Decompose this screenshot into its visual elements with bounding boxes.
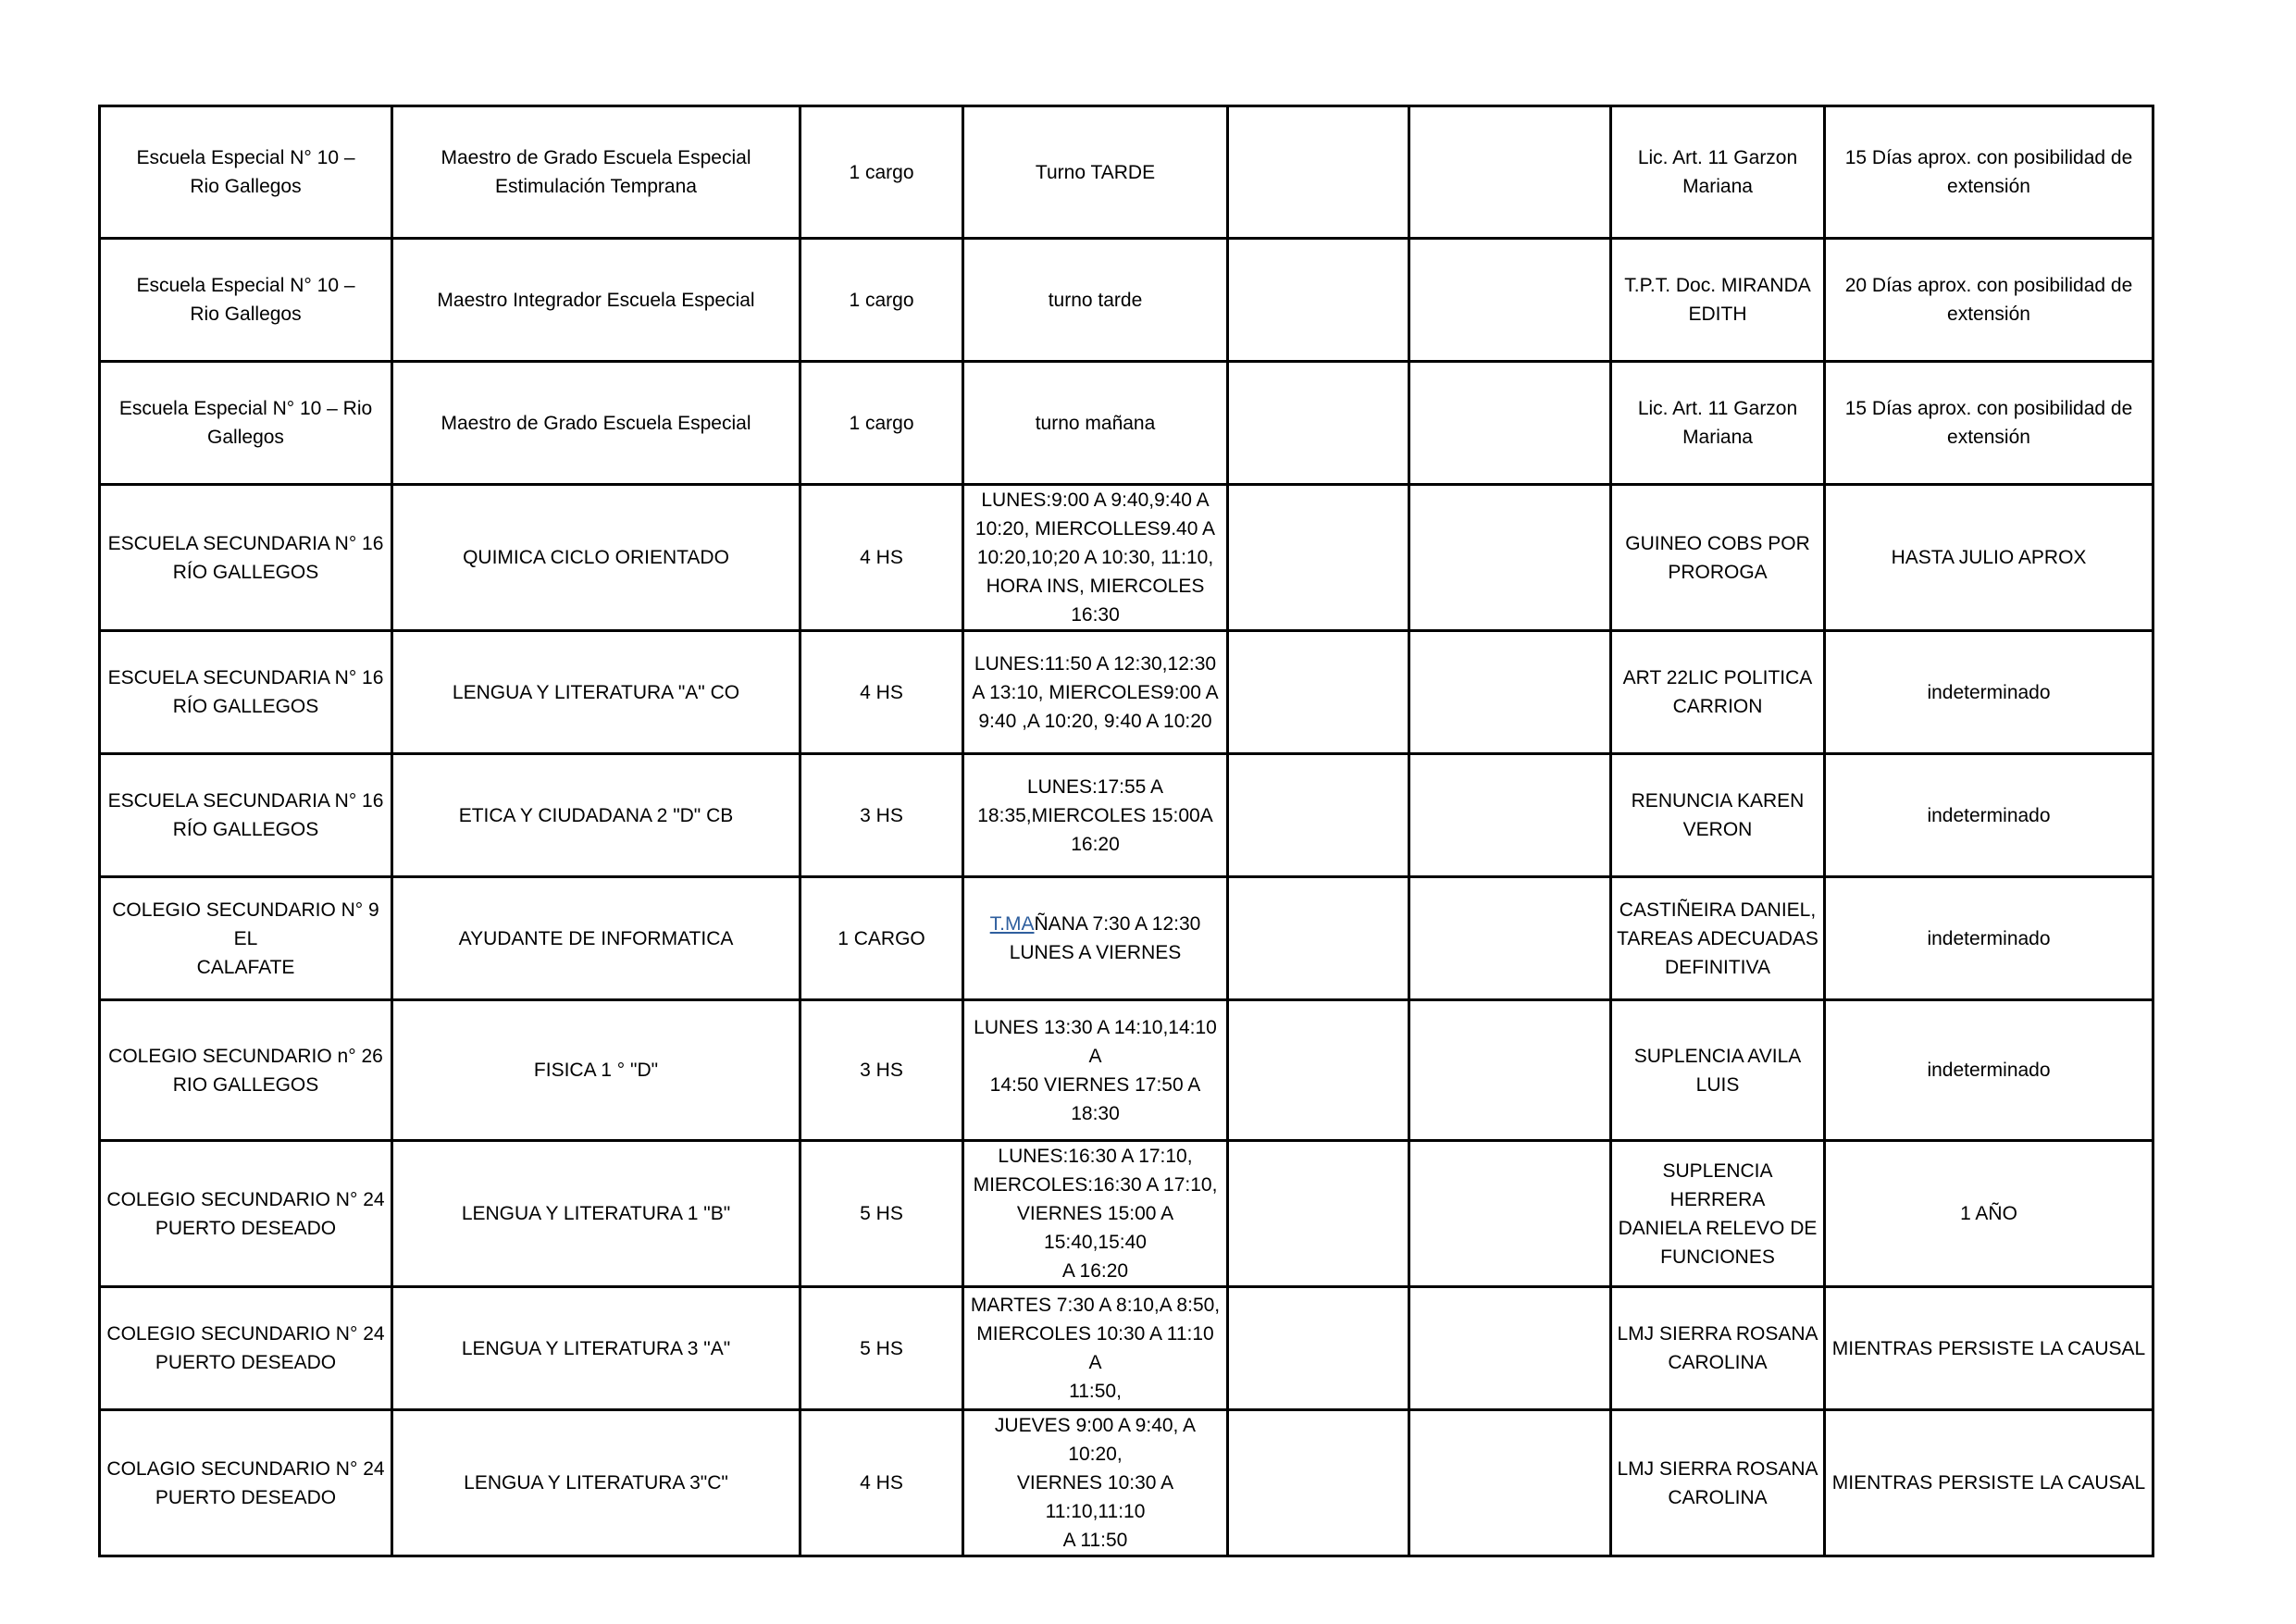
empty-cell-6 bbox=[1409, 362, 1611, 485]
reason-cell bbox=[1611, 1141, 1825, 1287]
empty-cell-6 bbox=[1409, 1000, 1611, 1141]
reason-cell bbox=[1611, 877, 1825, 1000]
schedule-text: LUNES:11:50 A 12:30,12:30 A 13:10, MIERCOLES9:00 A 9:40 ,A 10:20, 9:40 A 10:20 bbox=[972, 652, 1219, 732]
duration-text: 20 Días aprox. con posibilidad de extensión bbox=[1844, 275, 2133, 325]
duration-text: MIENTRAS PERSISTE LA CAUSAL bbox=[1831, 1472, 2146, 1494]
schedule-rest: ÑANA 7:30 A 12:30 LUNES A VIERNES bbox=[1009, 913, 1201, 963]
schedule-cell bbox=[963, 631, 1228, 754]
schedule-link[interactable]: T.MA bbox=[989, 913, 1035, 935]
schedule-text: LUNES:9:00 A 9:40,9:40 A 10:20, MIERCOLLES9.40 A 10:20,10;20 A 10:30, 11:10, HORA INS, MIERCOLES 16:30 bbox=[974, 490, 1216, 626]
amount-cell bbox=[800, 239, 963, 362]
reason-cell bbox=[1611, 754, 1825, 877]
school-cell bbox=[100, 1287, 392, 1410]
amount-text: 1 cargo bbox=[849, 289, 914, 311]
reason-cell bbox=[1611, 106, 1825, 239]
vacancy-table bbox=[98, 105, 2154, 1557]
amount-text: 1 CARGO bbox=[838, 927, 925, 949]
position-text: LENGUA Y LITERATURA 1 "B" bbox=[461, 1203, 731, 1224]
amount-text: 5 HS bbox=[860, 1337, 903, 1359]
table-row bbox=[100, 754, 2153, 877]
school-text: ESCUELA SECUNDARIA N° 16 RÍO GALLEGOS bbox=[107, 532, 384, 583]
school-cell bbox=[100, 877, 392, 1000]
duration-cell bbox=[1825, 1410, 2153, 1556]
school-cell bbox=[100, 239, 392, 362]
position-cell bbox=[392, 1000, 800, 1141]
amount-text: 3 HS bbox=[860, 1060, 903, 1081]
school-cell bbox=[100, 1141, 392, 1287]
reason-text: Lic. Art. 11 Garzon Mariana bbox=[1637, 398, 1798, 448]
empty-cell-5 bbox=[1228, 239, 1409, 362]
schedule-cell bbox=[963, 877, 1228, 1000]
school-cell bbox=[100, 485, 392, 631]
amount-cell bbox=[800, 485, 963, 631]
schedule-cell bbox=[963, 239, 1228, 362]
position-text: LENGUA Y LITERATURA 3 "A" bbox=[461, 1337, 731, 1359]
reason-text: Lic. Art. 11 Garzon Mariana bbox=[1637, 147, 1798, 197]
schedule-text: LUNES:17:55 A 18:35,MIERCOLES 15:00A 16:20 bbox=[977, 775, 1213, 855]
duration-cell bbox=[1825, 239, 2153, 362]
schedule-text: Turno TARDE bbox=[1035, 161, 1156, 183]
amount-text: 3 HS bbox=[860, 804, 903, 826]
amount-cell bbox=[800, 1000, 963, 1141]
duration-text: 15 Días aprox. con posibilidad de extensión bbox=[1844, 147, 2133, 197]
table-row bbox=[100, 1141, 2153, 1287]
schedule-cell bbox=[963, 1141, 1228, 1287]
amount-text: 4 HS bbox=[860, 681, 903, 703]
table-row bbox=[100, 362, 2153, 485]
empty-cell-6 bbox=[1409, 631, 1611, 754]
position-text: Maestro de Grado Escuela Especial Estimulación Temprana bbox=[441, 147, 751, 197]
schedule-cell bbox=[963, 362, 1228, 485]
position-cell bbox=[392, 1287, 800, 1410]
position-text: Maestro de Grado Escuela Especial bbox=[441, 412, 751, 434]
amount-cell bbox=[800, 877, 963, 1000]
position-cell bbox=[392, 106, 800, 239]
duration-cell bbox=[1825, 1000, 2153, 1141]
schedule-text: JUEVES 9:00 A 9:40, A 10:20, VIERNES 10:30 A 11:10,11:10 A 11:50 bbox=[994, 1415, 1197, 1551]
amount-text: 1 cargo bbox=[849, 161, 914, 183]
reason-text: T.P.T. Doc. MIRANDA EDITH bbox=[1624, 275, 1811, 325]
table-row bbox=[100, 877, 2153, 1000]
table-row bbox=[100, 1287, 2153, 1410]
reason-cell bbox=[1611, 1000, 1825, 1141]
amount-text: 4 HS bbox=[860, 1472, 903, 1494]
duration-text: 15 Días aprox. con posibilidad de extensión bbox=[1844, 398, 2133, 448]
duration-text: indeterminado bbox=[1927, 804, 2051, 826]
school-text: COLEGIO SECUNDARIO N° 9 EL CALAFATE bbox=[112, 899, 379, 978]
position-cell bbox=[392, 485, 800, 631]
table-row bbox=[100, 1000, 2153, 1141]
position-cell bbox=[392, 631, 800, 754]
schedule-text: LUNES:16:30 A 17:10, MIERCOLES:16:30 A 17:10, VIERNES 15:00 A 15:40,15:40 A 16:20 bbox=[973, 1146, 1218, 1282]
schedule-text: turno tarde bbox=[1048, 289, 1143, 311]
amount-text: 4 HS bbox=[860, 547, 903, 568]
amount-cell bbox=[800, 754, 963, 877]
reason-text: SUPLENCIA AVILA LUIS bbox=[1633, 1045, 1802, 1096]
duration-text: indeterminado bbox=[1927, 681, 2051, 703]
table-row bbox=[100, 631, 2153, 754]
school-text: COLEGIO SECUNDARIO N° 24 PUERTO DESEADO bbox=[106, 1188, 385, 1239]
position-text: LENGUA Y LITERATURA 3"C" bbox=[464, 1472, 728, 1494]
table-row bbox=[100, 239, 2153, 362]
empty-cell-5 bbox=[1228, 754, 1409, 877]
position-cell bbox=[392, 239, 800, 362]
amount-cell bbox=[800, 1141, 963, 1287]
reason-text: LMJ SIERRA ROSANA CAROLINA bbox=[1617, 1457, 1818, 1508]
empty-cell-6 bbox=[1409, 754, 1611, 877]
amount-cell bbox=[800, 106, 963, 239]
school-text: COLEGIO SECUNDARIO N° 24 PUERTO DESEADO bbox=[106, 1323, 385, 1373]
duration-cell bbox=[1825, 362, 2153, 485]
schedule-cell bbox=[963, 106, 1228, 239]
reason-cell bbox=[1611, 239, 1825, 362]
duration-cell bbox=[1825, 1141, 2153, 1287]
reason-text: RENUNCIA KAREN VERON bbox=[1631, 790, 1805, 840]
position-text: AYUDANTE DE INFORMATICA bbox=[458, 927, 734, 949]
schedule-text: LUNES 13:30 A 14:10,14:10 A 14:50 VIERNES 17:50 A 18:30 bbox=[974, 1016, 1217, 1124]
school-text: COLAGIO SECUNDARIO N° 24 PUERTO DESEADO bbox=[106, 1457, 385, 1508]
reason-text: GUINEO COBS POR PROROGA bbox=[1625, 532, 1810, 583]
position-text: Maestro Integrador Escuela Especial bbox=[437, 289, 755, 311]
amount-cell bbox=[800, 1287, 963, 1410]
reason-text: CASTIÑEIRA DANIEL, TAREAS ADECUADAS DEFINITIVA bbox=[1617, 899, 1818, 978]
empty-cell-5 bbox=[1228, 1287, 1409, 1410]
empty-cell-5 bbox=[1228, 631, 1409, 754]
position-text: LENGUA Y LITERATURA "A" CO bbox=[452, 681, 740, 703]
school-cell bbox=[100, 362, 392, 485]
reason-cell bbox=[1611, 485, 1825, 631]
amount-text: 5 HS bbox=[860, 1203, 903, 1224]
table-row bbox=[100, 106, 2153, 239]
duration-cell bbox=[1825, 877, 2153, 1000]
reason-cell bbox=[1611, 1287, 1825, 1410]
school-text: Escuela Especial N° 10 – Rio Gallegos bbox=[136, 147, 355, 197]
duration-cell bbox=[1825, 106, 2153, 239]
amount-text: 1 cargo bbox=[849, 412, 914, 434]
position-text: ETICA Y CIUDADANA 2 "D" CB bbox=[458, 804, 734, 826]
school-cell bbox=[100, 754, 392, 877]
school-text: ESCUELA SECUNDARIA N° 16 RÍO GALLEGOS bbox=[107, 790, 384, 840]
amount-cell bbox=[800, 362, 963, 485]
position-cell bbox=[392, 877, 800, 1000]
position-cell bbox=[392, 1141, 800, 1287]
duration-cell bbox=[1825, 631, 2153, 754]
empty-cell-6 bbox=[1409, 106, 1611, 239]
school-cell bbox=[100, 631, 392, 754]
empty-cell-5 bbox=[1228, 1141, 1409, 1287]
reason-text: LMJ SIERRA ROSANA CAROLINA bbox=[1617, 1323, 1818, 1373]
reason-cell bbox=[1611, 1410, 1825, 1556]
duration-cell bbox=[1825, 1287, 2153, 1410]
school-cell bbox=[100, 106, 392, 239]
school-text: ESCUELA SECUNDARIA N° 16 RÍO GALLEGOS bbox=[107, 667, 384, 717]
empty-cell-5 bbox=[1228, 1000, 1409, 1141]
empty-cell-6 bbox=[1409, 239, 1611, 362]
empty-cell-5 bbox=[1228, 485, 1409, 631]
reason-text: ART 22LIC POLITICA CARRION bbox=[1622, 667, 1813, 717]
position-cell bbox=[392, 1410, 800, 1556]
reason-cell bbox=[1611, 631, 1825, 754]
position-cell bbox=[392, 754, 800, 877]
schedule-cell bbox=[963, 1410, 1228, 1556]
reason-cell bbox=[1611, 362, 1825, 485]
duration-text: 1 AÑO bbox=[1960, 1203, 2017, 1224]
empty-cell-6 bbox=[1409, 1141, 1611, 1287]
duration-text: MIENTRAS PERSISTE LA CAUSAL bbox=[1831, 1337, 2146, 1359]
school-text: Escuela Especial N° 10 – Rio Gallegos bbox=[118, 398, 373, 448]
position-text: QUIMICA CICLO ORIENTADO bbox=[463, 547, 729, 568]
position-cell bbox=[392, 362, 800, 485]
position-text: FISICA 1 ° "D" bbox=[533, 1060, 659, 1081]
empty-cell-5 bbox=[1228, 362, 1409, 485]
table-row bbox=[100, 485, 2153, 631]
empty-cell-5 bbox=[1228, 1410, 1409, 1556]
school-text: Escuela Especial N° 10 – Rio Gallegos bbox=[136, 275, 355, 325]
duration-cell bbox=[1825, 485, 2153, 631]
empty-cell-6 bbox=[1409, 877, 1611, 1000]
schedule-text bbox=[968, 910, 1222, 967]
empty-cell-6 bbox=[1409, 1287, 1611, 1410]
school-text: COLEGIO SECUNDARIO n° 26 RIO GALLEGOS bbox=[108, 1045, 383, 1096]
school-cell bbox=[100, 1410, 392, 1556]
duration-text: HASTA JULIO APROX bbox=[1891, 547, 2087, 568]
schedule-text: MARTES 7:30 A 8:10,A 8:50, MIERCOLES 10:30 A 11:10 A 11:50, bbox=[970, 1295, 1221, 1402]
empty-cell-5 bbox=[1228, 877, 1409, 1000]
reason-text: SUPLENCIA HERRERA DANIELA RELEVO DE FUNCIONES bbox=[1618, 1159, 1818, 1268]
duration-text: indeterminado bbox=[1927, 1060, 2051, 1081]
empty-cell-6 bbox=[1409, 1410, 1611, 1556]
schedule-cell bbox=[963, 754, 1228, 877]
table-row bbox=[100, 1410, 2153, 1556]
empty-cell-5 bbox=[1228, 106, 1409, 239]
schedule-cell bbox=[963, 1287, 1228, 1410]
schedule-text: turno mañana bbox=[1035, 412, 1156, 434]
vacancy-table-body bbox=[100, 106, 2153, 1556]
school-cell bbox=[100, 1000, 392, 1141]
duration-text: indeterminado bbox=[1927, 927, 2051, 949]
duration-cell bbox=[1825, 754, 2153, 877]
empty-cell-6 bbox=[1409, 485, 1611, 631]
schedule-cell bbox=[963, 485, 1228, 631]
amount-cell bbox=[800, 1410, 963, 1556]
amount-cell bbox=[800, 631, 963, 754]
schedule-cell bbox=[963, 1000, 1228, 1141]
